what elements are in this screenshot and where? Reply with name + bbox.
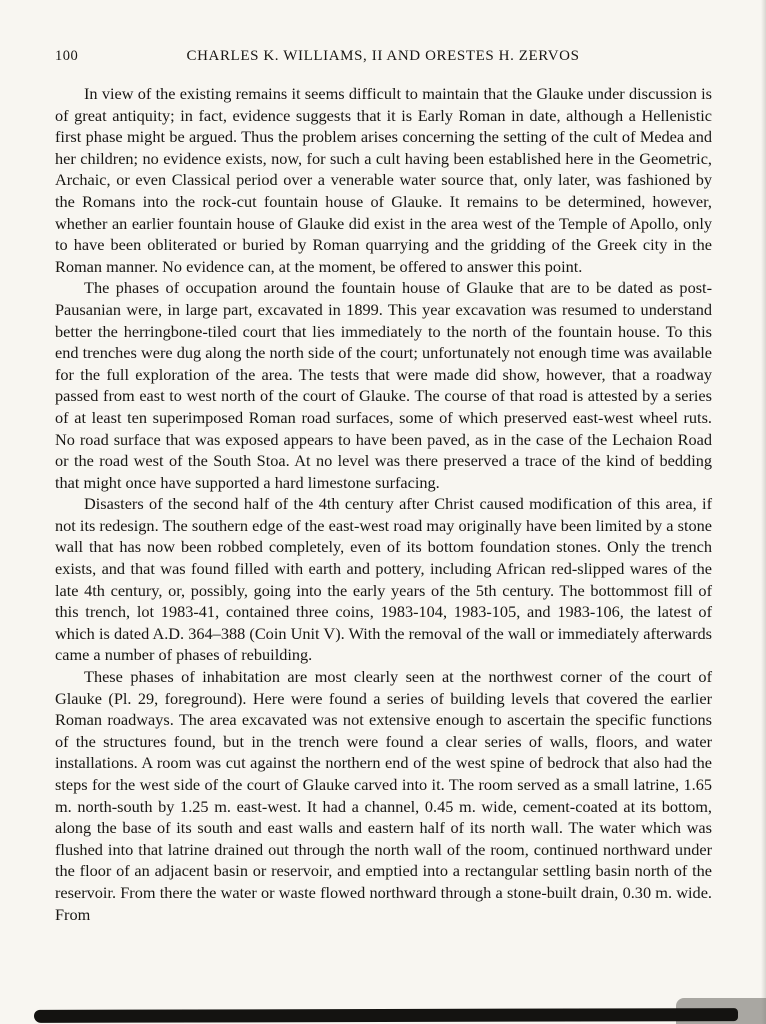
paragraph: Disasters of the second half of the 4th century after Christ caused modification of this area, if not its redesign. The southern edge of the east-west road may originally have been limited by a stone wall that has now been robbed completely, even of its bottom foundation stones. Only the trench exists, and that was found filled with earth and pottery, including African red-slipped wares of the late 4th century, or, possibly, going into the early years of the 5th century. The bottommost fill of this trench, lot 1983-41, contained three coins, 1983-104, 1983-105, and 1983-106, the latest of which is dated A.D. 364–388 (Coin Unit V). With the removal of the wall or immediately afterwards came a number of phases of rebuilding. bbox=[55, 494, 712, 665]
scan-edge-right bbox=[761, 0, 766, 1024]
page-number: 100 bbox=[55, 48, 79, 64]
running-title: CHARLES K. WILLIAMS, II AND ORESTES H. ZERVOS bbox=[186, 48, 580, 64]
page-header bbox=[55, 48, 711, 68]
scan-artifact-bottom bbox=[34, 1008, 738, 1023]
paragraph: These phases of inhabitation are most clearly seen at the northwest corner of the court of Glauke (Pl. 29, foreground). Here were found a series of building levels that covered the earlier Roman roadways. The area excavated was not extensive enough to ascertain the specific functions of the structures found, but in the trench were found a clear series of walls, floors, and water installations. A room was cut against the northern end of the west spine of bedrock that also had the steps for the west side of the court of Glauke carved into it. The room served as a small latrine, 1.65 m. north-south by 1.25 m. east-west. It had a channel, 0.45 m. wide, cement-coated at its bottom, along the base of its south and east walls and eastern half of its north wall. The water which was flushed into that latrine drained out through the north wall of the room, continued northward under the floor of an adjacent basin or reservoir, and emptied into a rectangular settling basin north of the reservoir. From there the water or waste flowed northward through a stone-built drain, 0.30 m. wide. From bbox=[55, 667, 712, 924]
paragraph: In view of the existing remains it seems difficult to maintain that the Glauke under discussion is of great antiquity; in fact, evidence suggests that it is Early Roman in date, although a Hellenistic first phase might be argued. Thus the problem arises concerning the setting of the cult of Medea and her children; no evidence exists, now, for such a cult having been established here in the Geometric, Archaic, or even Classical period over a venerable water source that, only later, was fashioned by the Romans into the rock-cut fountain house of Glauke. It remains to be determined, however, whether an earlier fountain house of Glauke did exist in the area west of the Temple of Apollo, only to have been obliterated or buried by Roman quarrying and the gridding of the Greek city in the Roman manner. No evidence can, at the moment, be offered to answer this point. bbox=[55, 84, 712, 276]
paragraph: The phases of occupation around the fountain house of Glauke that are to be dated as post-Pausanian were, in large part, excavated in 1899. This year excavation was resumed to understand better the herringbone-tiled court that lies immediately to the north of the fountain house. To this end trenches were dug along the north side of the court; unfortunately not enough time was available for the full exploration of the area. The tests that were made did show, however, that a roadway passed from east to west north of the court of Glauke. The course of that road is attested by a series of at least ten superimposed Roman road surfaces, some of which preserved east-west wheel ruts. No road surface that was exposed appears to have been paved, as in the case of the Lechaion Road or the road west of the South Stoa. At no level was there preserved a trace of the kind of bedding that might once have supported a hard limestone surfacing. bbox=[55, 278, 712, 492]
body-text bbox=[55, 83, 712, 925]
